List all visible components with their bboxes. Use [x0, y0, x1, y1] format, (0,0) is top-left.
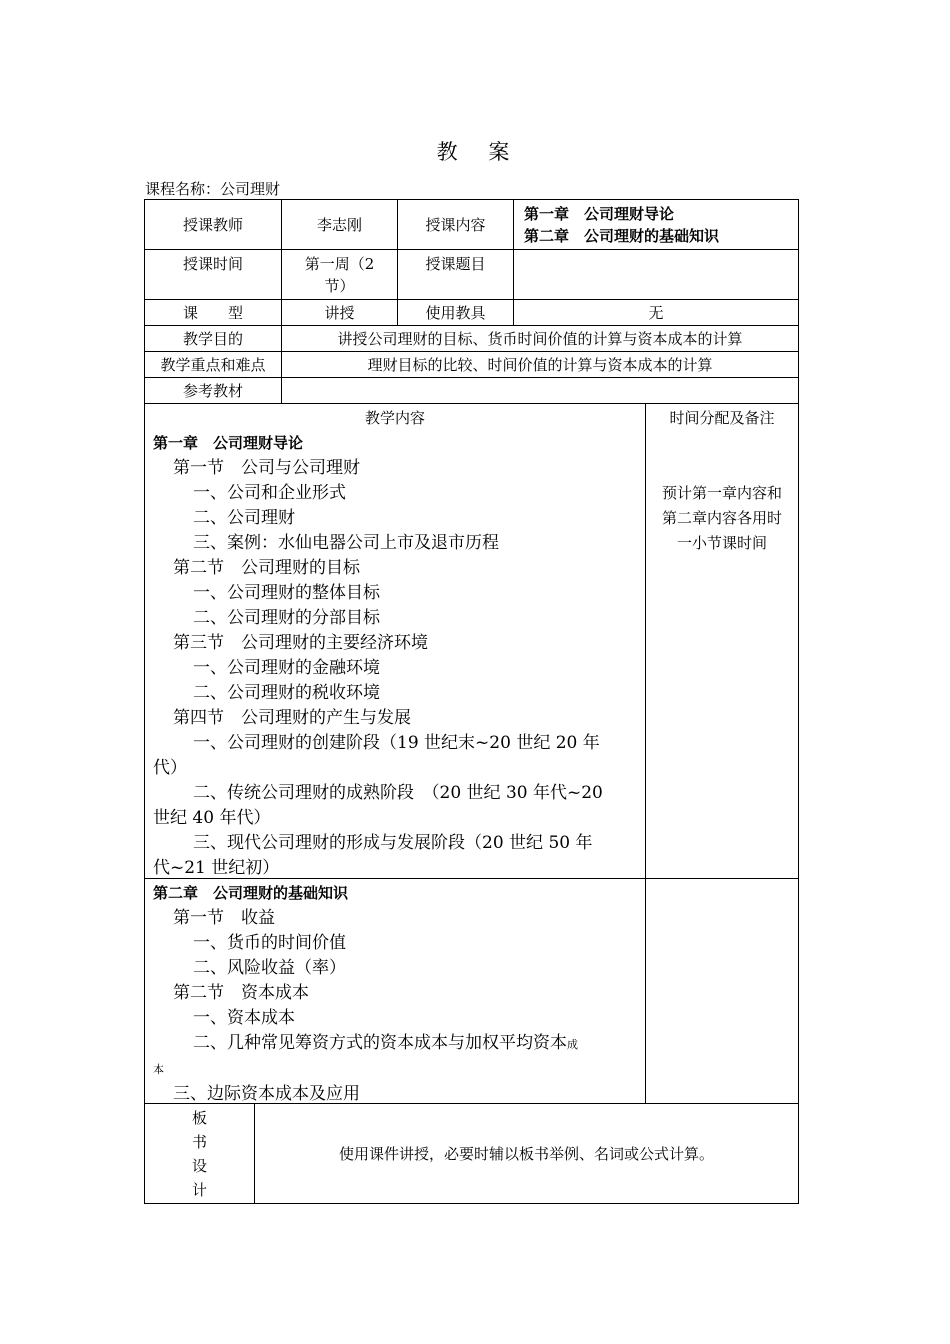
outline-line: 一、公司理财的整体目标 [193, 583, 380, 603]
outline-line: 代~21 世纪初） [153, 858, 280, 878]
time-note-line: 一小节课时间 [676, 534, 767, 552]
board-char: 板 [191, 1108, 207, 1127]
teaching-content-ch1 [145, 404, 645, 878]
title-char: 教 [436, 140, 462, 164]
outline-line: 代） [153, 758, 187, 778]
teacher-row [144, 199, 799, 250]
lesson-plan-table [144, 199, 799, 1204]
time-value-line-2: 节） [324, 276, 355, 295]
chapter2-wrap: 本 [153, 1063, 164, 1076]
outline-line: 第二节 公司理财的目标 [173, 558, 360, 578]
tools-value: 无 [513, 300, 798, 325]
time-note-column [645, 404, 798, 878]
type-value: 讲授 [281, 300, 397, 325]
purpose-value: 讲授公司理财的目标、货币时间价值的计算与资本成本的计算 [281, 326, 798, 351]
outline-line: 一、公司理财的金融环境 [193, 658, 380, 678]
outline-line: 第二节 资本成本 [173, 983, 309, 1003]
topic-value [513, 250, 798, 299]
chapter2-last-line: 三、边际资本成本及应用 [173, 1084, 360, 1104]
teaching-content-header: 教学内容 [364, 409, 425, 427]
outline-line: 一、货币的时间价值 [193, 933, 346, 953]
long-line-small: 成 [567, 1038, 578, 1051]
outline-line: 第四节 公司理财的产生与发展 [173, 708, 411, 728]
time-note-empty [645, 879, 798, 1103]
content-line-1: 第一章 公司理财导论 [524, 204, 675, 223]
reference-label: 参考教材 [182, 381, 243, 400]
outline-line: 一、公司和企业形式 [193, 483, 346, 503]
chapter1-row [144, 404, 799, 879]
reference-row [144, 378, 799, 404]
purpose-label: 教学目的 [182, 329, 243, 348]
outline-line: 第一节 公司与公司理财 [173, 458, 360, 478]
board-char: 计 [191, 1180, 207, 1199]
board-design-value: 使用课件讲授，必要时辅以板书举例、名词或公式计算。 [254, 1104, 798, 1203]
content-line-2: 第二章 公司理财的基础知识 [524, 226, 720, 245]
time-value [281, 250, 397, 299]
time-note-body [646, 481, 798, 556]
outline-line: 第一节 收益 [173, 908, 275, 928]
outline-line: 一、公司理财的创建阶段（19 世纪末~20 世纪 20 年 [193, 733, 600, 753]
focus-value: 理财目标的比较、时间价值的计算与资本成本的计算 [281, 352, 798, 377]
course-name: 课程名称：公司理财 [145, 180, 281, 198]
outline-line: 第三节 公司理财的主要经济环境 [173, 633, 428, 653]
chapter1-lines [153, 456, 637, 881]
outline-line: 一、资本成本 [193, 1008, 295, 1028]
topic-label: 授课题目 [397, 250, 513, 299]
time-row [144, 250, 799, 300]
chapter1-title: 第一章 公司理财导论 [153, 434, 304, 452]
outline-line: 二、公司理财的分部目标 [193, 608, 380, 628]
purpose-row [144, 326, 799, 352]
title-char: 案 [488, 140, 514, 164]
type-label: 课 型 [182, 303, 243, 322]
outline-line: 世纪 40 年代） [153, 808, 271, 828]
time-note-line: 预计第一章内容和 [661, 484, 782, 502]
board-char: 书 [191, 1132, 207, 1151]
content-label: 授课内容 [397, 200, 513, 249]
board-design-row [144, 1104, 799, 1204]
tools-label: 使用教具 [397, 300, 513, 325]
outline-line: 三、现代公司理财的形成与发展阶段（20 世纪 50 年 [193, 833, 593, 853]
time-label: 授课时间 [182, 255, 243, 273]
board-char: 设 [191, 1156, 207, 1175]
outline-line: 二、风险收益（率） [193, 958, 346, 978]
time-note-line: 第二章内容各用时 [661, 509, 782, 527]
focus-label: 教学重点和难点 [160, 355, 266, 374]
teacher-label: 授课教师 [182, 215, 243, 234]
chapter2-lines [153, 906, 637, 1031]
outline-line: 二、公司理财的税收环境 [193, 683, 380, 703]
long-line-main: 二、几种常见筹资方式的资本成本与加权平均资本 [193, 1033, 567, 1053]
outline-line: 二、公司理财 [193, 508, 295, 528]
type-row [144, 300, 799, 326]
time-note-header: 时间分配及备注 [669, 409, 775, 427]
teacher-value: 李志刚 [281, 200, 397, 249]
time-value-line-1: 第一周（2 [304, 254, 375, 273]
chapter2-title: 第二章 公司理财的基础知识 [153, 884, 349, 902]
chapter2-row [144, 879, 799, 1104]
teaching-content-ch2 [145, 879, 645, 1103]
reference-value [281, 378, 798, 403]
content-value [513, 200, 798, 249]
focus-row [144, 352, 799, 378]
outline-line: 三、案例：水仙电器公司上市及退市历程 [193, 533, 499, 553]
chapter2-long-line [153, 1031, 637, 1057]
board-design-label [145, 1104, 254, 1203]
document-title [0, 136, 950, 166]
outline-line: 二、传统公司理财的成熟阶段 （20 世纪 30 年代~20 [193, 783, 603, 803]
